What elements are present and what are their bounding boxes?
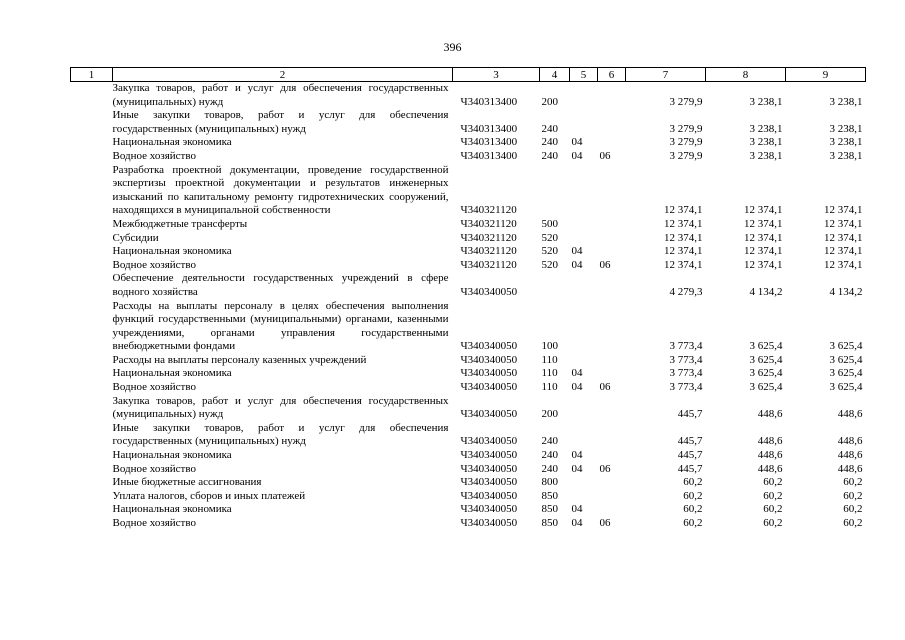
budget-table <box>70 67 866 531</box>
amount-year-2: 448,6 <box>757 408 783 421</box>
expense-type: 240 <box>541 136 558 149</box>
expense-type: 240 <box>541 462 558 475</box>
target-code: Ч340313400 <box>460 122 518 135</box>
table-row <box>71 354 866 368</box>
amount-year-1: 12 374,1 <box>664 231 703 244</box>
table-row <box>71 109 866 136</box>
subsection: 06 <box>599 381 611 394</box>
item-name: Расходы на выплаты персоналу казенных учреждений <box>112 353 367 366</box>
amount-year-2: 448,6 <box>757 435 783 448</box>
amount-year-1: 3 773,4 <box>669 340 703 353</box>
amount-year-1: 12 374,1 <box>664 258 703 271</box>
amount-year-2: 60,2 <box>763 489 783 502</box>
amount-year-2: 12 374,1 <box>744 245 783 258</box>
row-index <box>71 150 113 164</box>
amount-year-1: 4 279,3 <box>669 285 703 298</box>
expense-type: 800 <box>541 476 558 489</box>
subsection <box>598 164 626 218</box>
target-code: Ч340321120 <box>460 258 517 271</box>
row-index <box>71 82 113 110</box>
row-index <box>71 517 113 531</box>
section: 04 <box>571 258 583 271</box>
amount-year-1: 60,2 <box>683 517 703 529</box>
table-row <box>71 136 866 150</box>
amount-year-2: 12 374,1 <box>744 217 783 230</box>
amount-year-1: 3 279,9 <box>669 149 703 162</box>
section <box>570 109 598 136</box>
item-name: Закупка товаров, работ и услуг для обеспечения государственных (муниципальных) нужд <box>112 82 449 108</box>
row-index <box>71 259 113 273</box>
expense-type: 850 <box>541 517 558 529</box>
section <box>570 272 598 299</box>
table-row <box>71 503 866 517</box>
amount-year-3: 3 238,1 <box>829 136 863 149</box>
row-index <box>71 503 113 517</box>
expense-type: 110 <box>541 353 558 366</box>
subsection <box>598 136 626 150</box>
subsection <box>598 422 626 449</box>
amount-year-1: 60,2 <box>683 476 703 489</box>
expense-type <box>540 272 570 299</box>
amount-year-3: 3 625,4 <box>829 381 863 394</box>
amount-year-2: 3 625,4 <box>749 381 783 394</box>
table-row <box>71 300 866 354</box>
amount-year-3: 448,6 <box>837 408 863 421</box>
expense-type: 520 <box>541 231 558 244</box>
row-index <box>71 381 113 395</box>
section <box>570 232 598 246</box>
column-header-6: 6 <box>598 68 626 82</box>
item-name: Иные закупки товаров, работ и услуг для обеспечения государственных (муниципальных) нужд <box>112 421 449 448</box>
amount-year-1: 445,7 <box>677 449 703 462</box>
amount-year-1: 12 374,1 <box>664 217 703 230</box>
item-name: Иные закупки товаров, работ и услуг для обеспечения государственных (муниципальных) нужд <box>112 109 449 135</box>
section: 04 <box>571 381 583 394</box>
item-name: Субсидии <box>112 231 159 244</box>
column-header-3: 3 <box>453 68 540 82</box>
subsection <box>598 109 626 136</box>
target-code: Ч340321120 <box>460 231 517 244</box>
expense-type: 520 <box>541 258 558 271</box>
expense-type: 110 <box>541 381 558 394</box>
subsection: 06 <box>599 149 611 162</box>
subsection: 06 <box>599 517 611 529</box>
amount-year-2: 448,6 <box>757 462 783 475</box>
target-code: Ч340340050 <box>460 353 518 366</box>
amount-year-1: 3 279,9 <box>669 122 703 135</box>
table-body <box>71 82 866 531</box>
row-index <box>71 395 113 422</box>
item-name: Разработка проектной документации, проведение государственной экспертизы проектной документации и результатов инженерных изысканий по капитальному ремонту гидротехнических сооружений, находящихся в муниципальной собственности <box>112 163 449 217</box>
table-row <box>71 395 866 422</box>
amount-year-1: 3 279,9 <box>669 136 703 149</box>
subsection <box>598 395 626 422</box>
amount-year-3: 3 625,4 <box>829 340 863 353</box>
column-header-5: 5 <box>570 68 598 82</box>
expense-type: 200 <box>541 408 558 421</box>
expense-type: 520 <box>541 245 558 258</box>
expense-type: 100 <box>541 340 558 353</box>
amount-year-2: 60,2 <box>763 476 783 489</box>
amount-year-1: 60,2 <box>683 503 703 516</box>
target-code: Ч340313400 <box>460 136 518 149</box>
amount-year-3: 60,2 <box>843 489 863 502</box>
target-code: Ч340340050 <box>460 408 518 421</box>
section: 04 <box>571 367 583 380</box>
amount-year-1: 445,7 <box>677 462 703 475</box>
column-header-1: 1 <box>71 68 113 82</box>
amount-year-3: 3 625,4 <box>829 353 863 366</box>
section <box>570 354 598 368</box>
amount-year-3: 60,2 <box>843 517 863 529</box>
subsection <box>598 367 626 381</box>
column-header-9: 9 <box>786 68 866 82</box>
amount-year-1: 3 773,4 <box>669 353 703 366</box>
amount-year-3: 3 238,1 <box>829 95 863 108</box>
row-index <box>71 109 113 136</box>
amount-year-1: 3 773,4 <box>669 381 703 394</box>
target-code: Ч340340050 <box>460 503 518 516</box>
subsection <box>598 82 626 110</box>
amount-year-2: 3 625,4 <box>749 353 783 366</box>
amount-year-3: 60,2 <box>843 503 863 516</box>
target-code: Ч340340050 <box>460 489 518 502</box>
table-header <box>71 68 866 82</box>
amount-year-1: 60,2 <box>683 489 703 502</box>
target-code: Ч340340050 <box>460 340 518 353</box>
amount-year-2: 12 374,1 <box>744 258 783 271</box>
table-row <box>71 367 866 381</box>
amount-year-3: 12 374,1 <box>824 258 863 271</box>
row-index <box>71 300 113 354</box>
amount-year-3: 3 238,1 <box>829 122 863 135</box>
amount-year-2: 448,6 <box>757 449 783 462</box>
subsection <box>598 272 626 299</box>
table-row <box>71 82 866 110</box>
amount-year-3: 60,2 <box>843 476 863 489</box>
target-code: Ч340340050 <box>460 285 518 298</box>
row-index <box>71 354 113 368</box>
header-row <box>71 68 866 82</box>
column-header-7: 7 <box>626 68 706 82</box>
amount-year-2: 3 238,1 <box>749 136 783 149</box>
table-row <box>71 218 866 232</box>
expense-type: 110 <box>541 367 558 380</box>
section: 04 <box>571 449 583 462</box>
table-row <box>71 517 866 531</box>
table-row <box>71 490 866 504</box>
expense-type: 240 <box>541 122 558 135</box>
target-code: Ч340340050 <box>460 517 518 529</box>
amount-year-1: 3 773,4 <box>669 367 703 380</box>
section: 04 <box>571 503 583 516</box>
row-index <box>71 232 113 246</box>
item-name: Уплата налогов, сборов и иных платежей <box>112 489 306 502</box>
section <box>570 395 598 422</box>
expense-type: 240 <box>541 435 558 448</box>
item-name: Обеспечение деятельности государственных учреждений в сфере водного хозяйства <box>112 272 449 298</box>
amount-year-2: 60,2 <box>763 503 783 516</box>
table-row <box>71 245 866 259</box>
amount-year-2: 4 134,2 <box>749 285 783 298</box>
amount-year-1: 3 279,9 <box>669 95 703 108</box>
amount-year-2: 3 625,4 <box>749 340 783 353</box>
row-index <box>71 463 113 477</box>
item-name: Национальная экономика <box>112 449 232 462</box>
section <box>570 82 598 110</box>
expense-type: 240 <box>541 149 558 162</box>
amount-year-1: 445,7 <box>677 435 703 448</box>
row-index <box>71 490 113 504</box>
row-index <box>71 422 113 449</box>
section: 04 <box>571 149 583 162</box>
section: 04 <box>571 136 583 149</box>
table-row <box>71 272 866 299</box>
expense-type <box>540 164 570 218</box>
table-row <box>71 422 866 449</box>
expense-type: 240 <box>541 449 558 462</box>
item-name: Водное хозяйство <box>112 258 196 271</box>
item-name: Водное хозяйство <box>112 517 196 529</box>
subsection <box>598 503 626 517</box>
item-name: Водное хозяйство <box>112 149 196 162</box>
amount-year-2: 3 625,4 <box>749 367 783 380</box>
amount-year-3: 448,6 <box>837 462 863 475</box>
page-number: 396 <box>443 40 462 54</box>
subsection <box>598 245 626 259</box>
amount-year-2: 3 238,1 <box>749 95 783 108</box>
amount-year-2: 60,2 <box>763 517 783 529</box>
target-code: Ч340321120 <box>460 217 517 230</box>
table-row <box>71 259 866 273</box>
section: 04 <box>571 245 583 258</box>
subsection <box>598 449 626 463</box>
amount-year-3: 448,6 <box>837 449 863 462</box>
subsection <box>598 354 626 368</box>
target-code: Ч340340050 <box>460 381 518 394</box>
target-code: Ч340340050 <box>460 476 518 489</box>
subsection <box>598 490 626 504</box>
amount-year-3: 12 374,1 <box>824 245 863 258</box>
amount-year-2: 3 238,1 <box>749 122 783 135</box>
amount-year-3: 448,6 <box>837 435 863 448</box>
table-row <box>71 449 866 463</box>
section <box>570 476 598 490</box>
item-name: Водное хозяйство <box>112 462 196 475</box>
section <box>570 300 598 354</box>
subsection <box>598 476 626 490</box>
target-code: Ч340313400 <box>460 149 518 162</box>
expense-type: 850 <box>541 503 558 516</box>
expense-type: 850 <box>541 489 558 502</box>
expense-type: 200 <box>541 95 558 108</box>
amount-year-3: 4 134,2 <box>829 285 863 298</box>
table-row <box>71 150 866 164</box>
section <box>570 490 598 504</box>
row-index <box>71 136 113 150</box>
item-name: Национальная экономика <box>112 503 232 516</box>
table-row <box>71 164 866 218</box>
item-name: Национальная экономика <box>112 367 232 380</box>
target-code: Ч340321120 <box>460 245 517 258</box>
item-name: Национальная экономика <box>112 136 232 149</box>
section <box>570 422 598 449</box>
amount-year-1: 445,7 <box>677 408 703 421</box>
section <box>570 164 598 218</box>
amount-year-2: 12 374,1 <box>744 204 783 217</box>
amount-year-1: 12 374,1 <box>664 245 703 258</box>
amount-year-3: 3 625,4 <box>829 367 863 380</box>
amount-year-2: 3 238,1 <box>749 149 783 162</box>
target-code: Ч340313400 <box>460 95 518 108</box>
item-name: Межбюджетные трансферты <box>112 217 248 230</box>
column-header-8: 8 <box>706 68 786 82</box>
amount-year-3: 12 374,1 <box>824 204 863 217</box>
item-name: Иные бюджетные ассигнования <box>112 476 262 489</box>
table-row <box>71 476 866 490</box>
column-header-4: 4 <box>540 68 570 82</box>
amount-year-3: 12 374,1 <box>824 231 863 244</box>
target-code: Ч340321120 <box>460 204 517 217</box>
amount-year-2: 12 374,1 <box>744 231 783 244</box>
subsection: 06 <box>599 462 611 475</box>
item-name: Расходы на выплаты персоналу в целях обеспечения выполнения функций государственными (муниципальными) органами, казенными учреждениями, органами управления государственными внебюджетными фондами <box>112 299 449 353</box>
subsection: 06 <box>599 258 611 271</box>
subsection <box>598 218 626 232</box>
target-code: Ч340340050 <box>460 449 518 462</box>
amount-year-3: 3 238,1 <box>829 149 863 162</box>
target-code: Ч340340050 <box>460 367 518 380</box>
row-index <box>71 218 113 232</box>
amount-year-1: 12 374,1 <box>664 204 703 217</box>
amount-year-3: 12 374,1 <box>824 217 863 230</box>
table-row <box>71 381 866 395</box>
subsection <box>598 300 626 354</box>
row-index <box>71 245 113 259</box>
row-index <box>71 272 113 299</box>
row-index <box>71 449 113 463</box>
row-index <box>71 367 113 381</box>
target-code: Ч340340050 <box>460 462 518 475</box>
item-name: Национальная экономика <box>112 245 232 258</box>
row-index <box>71 476 113 490</box>
table-row <box>71 463 866 477</box>
subsection <box>598 232 626 246</box>
section: 04 <box>571 517 583 529</box>
expense-type: 500 <box>541 217 558 230</box>
section <box>570 218 598 232</box>
target-code: Ч340340050 <box>460 435 518 448</box>
section: 04 <box>571 462 583 475</box>
column-header-2: 2 <box>113 68 453 82</box>
table-row <box>71 232 866 246</box>
item-name: Закупка товаров, работ и услуг для обеспечения государственных (муниципальных) нужд <box>112 394 449 421</box>
item-name: Водное хозяйство <box>112 381 196 394</box>
row-index <box>71 164 113 218</box>
